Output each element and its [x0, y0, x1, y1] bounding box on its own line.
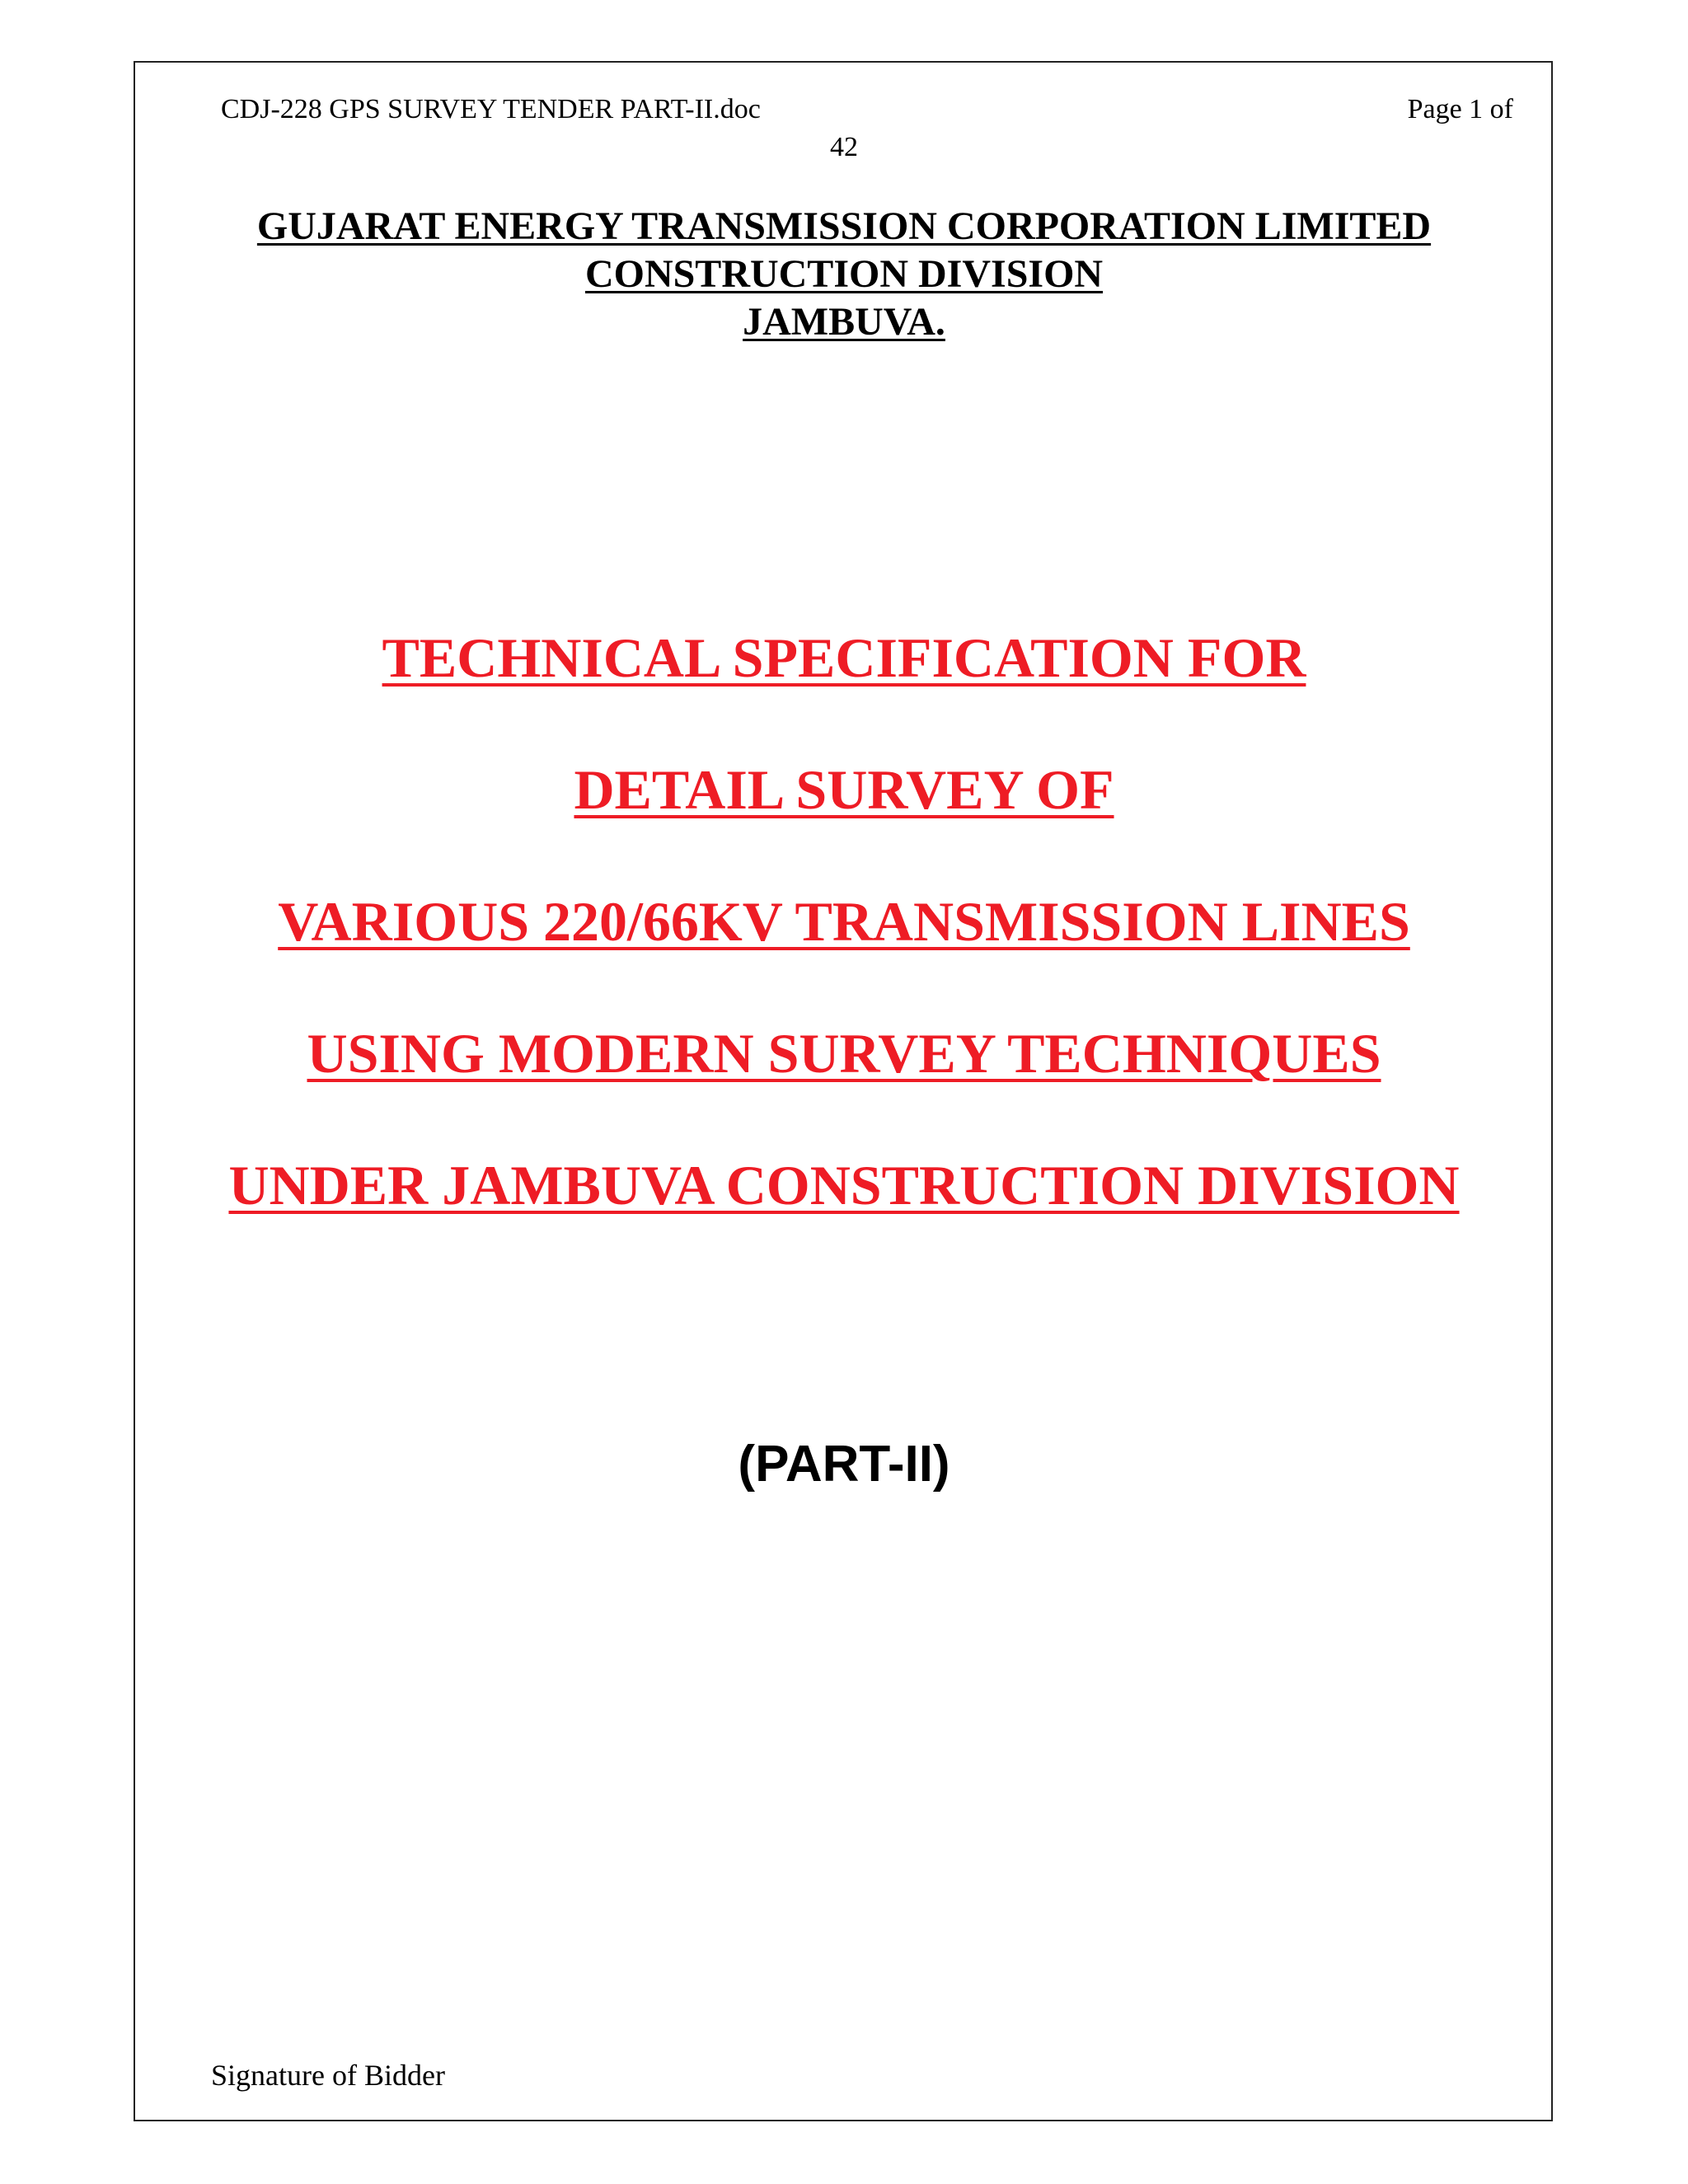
organization-name: GUJARAT ENERGY TRANSMISSION CORPORATION LIMITED: [256, 204, 1432, 248]
document-title: [0, 625, 1688, 1284]
part-label: (PART-II): [738, 1436, 950, 1493]
title-line-2: DETAIL SURVEY OF: [574, 758, 1114, 821]
header-page-label: Page 1 of: [1407, 94, 1513, 124]
title-line-4: USING MODERN SURVEY TECHNIQUES: [307, 1022, 1381, 1085]
header-file-name: CDJ-228 GPS SURVEY TENDER PART-II.doc: [221, 94, 761, 124]
title-line-1: TECHNICAL SPECIFICATION FOR: [382, 626, 1306, 689]
title-line-5: UNDER JAMBUVA CONSTRUCTION DIVISION: [228, 1154, 1460, 1216]
organization-heading: [0, 203, 1688, 346]
location-name: JAMBUVA.: [743, 300, 945, 344]
title-line-3: VARIOUS 220/66KV TRANSMISSION LINES: [278, 890, 1410, 953]
header-page-total: 42: [830, 132, 858, 162]
signature-of-bidder: Signature of Bidder: [211, 2059, 445, 2092]
division-name: CONSTRUCTION DIVISION: [584, 252, 1104, 296]
